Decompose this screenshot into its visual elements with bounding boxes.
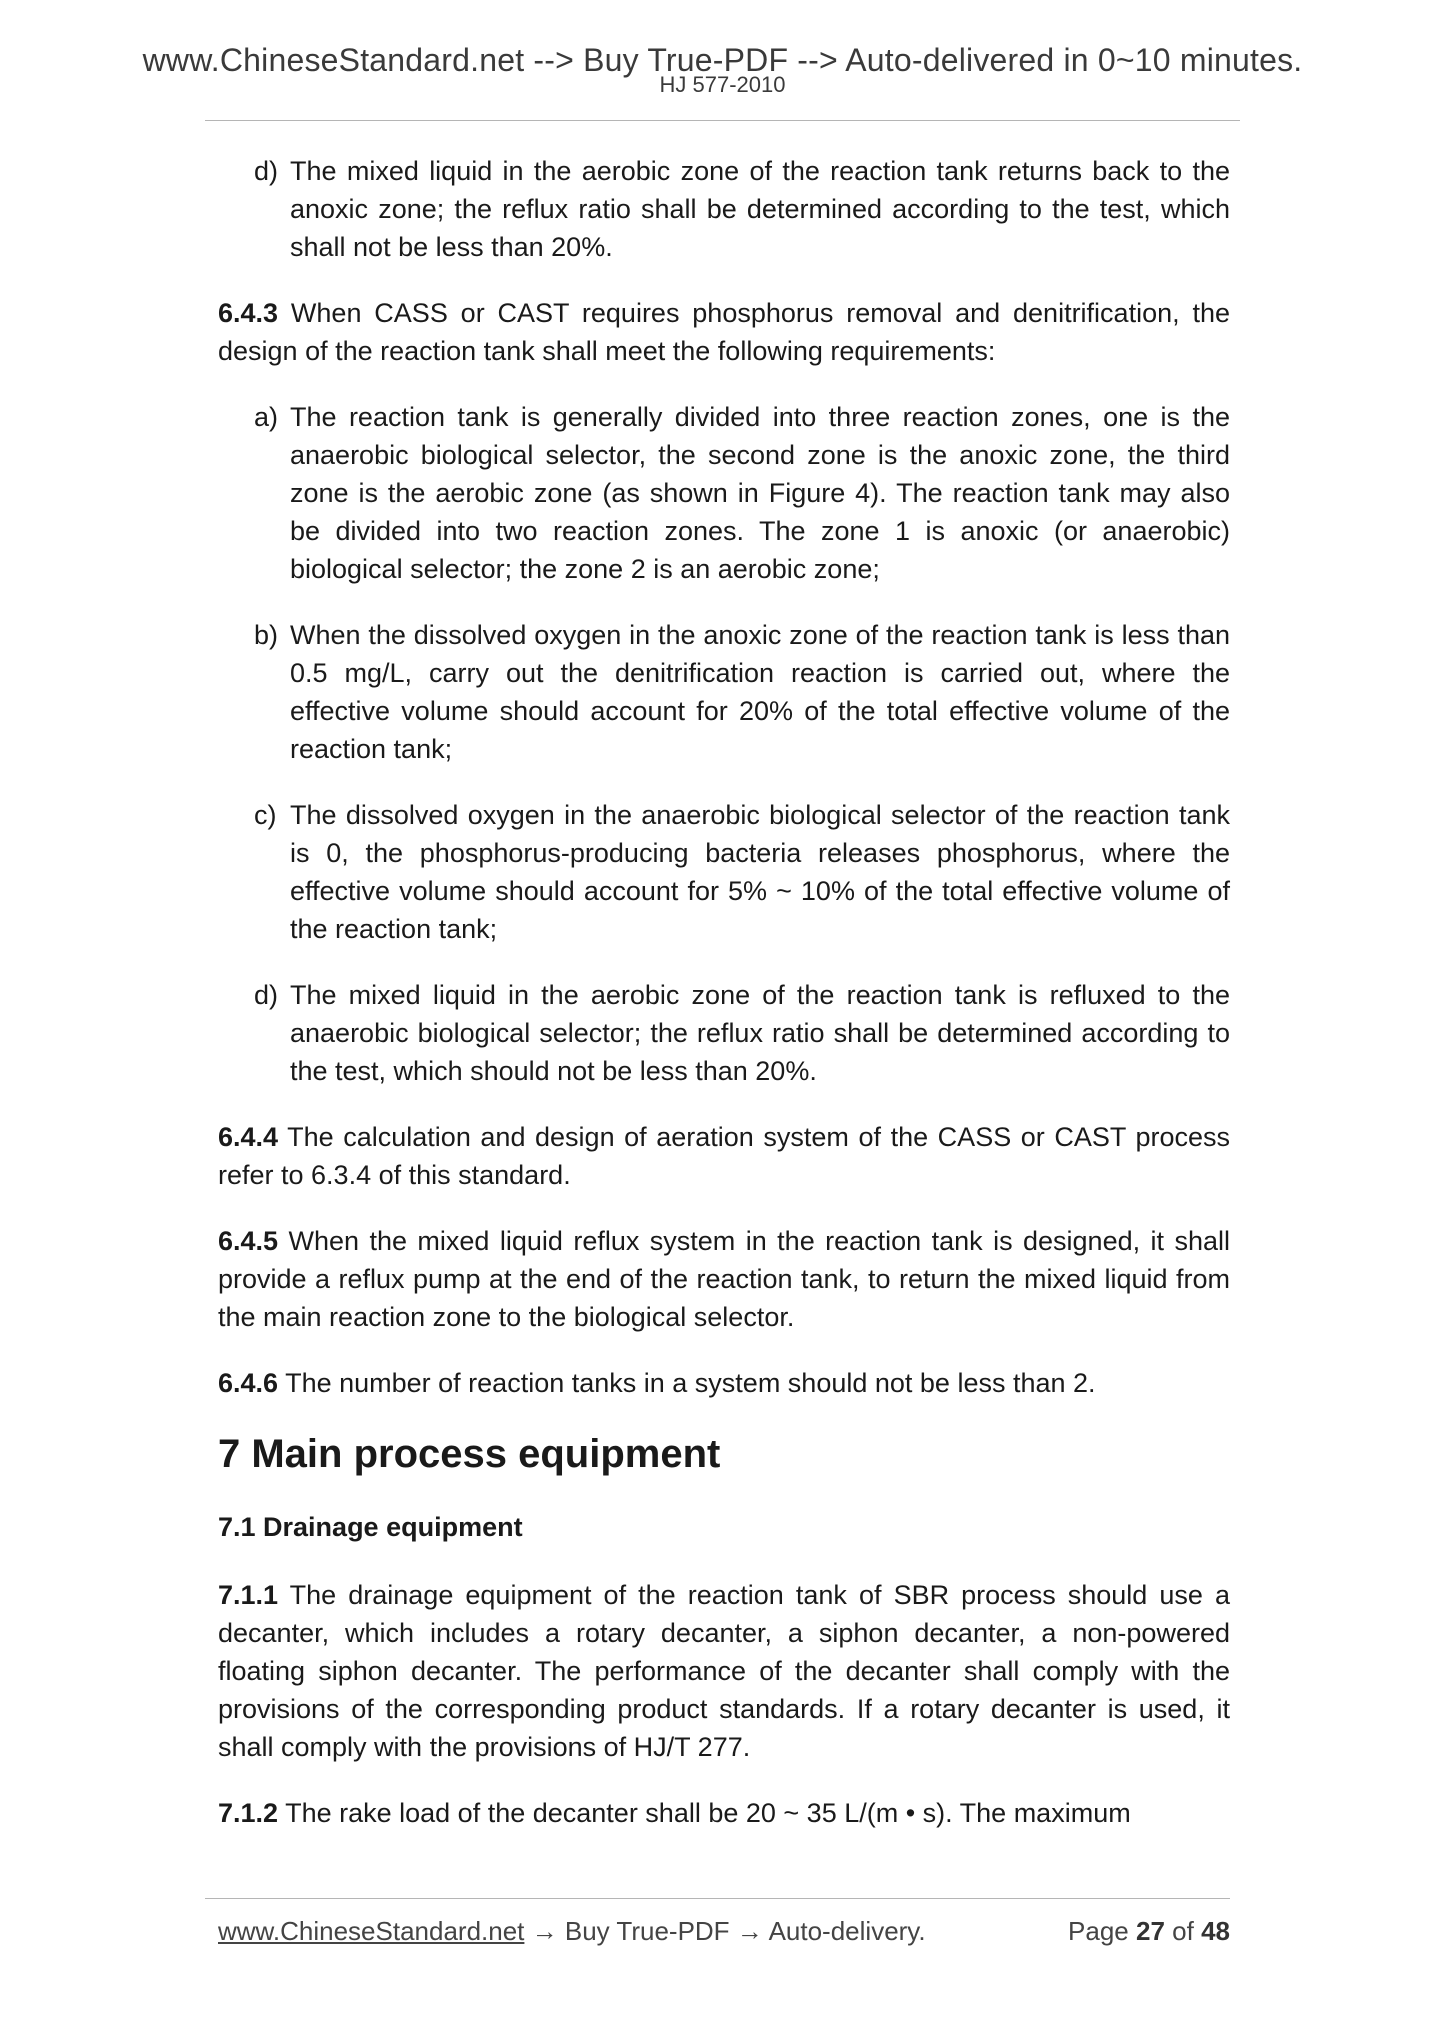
subsection-heading: 7.1 Drainage equipment [218,1512,523,1542]
page-number: 27 [1136,1916,1165,1946]
list-item-text: The mixed liquid in the aerobic zone of the reaction tank is refluxed to the anaerobic biological selector; the reflux ratio shall be determined according to the test, which should not be less than 20%. [290,980,1230,1086]
list-item [218,796,1230,948]
list-item [218,616,1230,768]
site-banner: www.ChineseStandard.net --> Buy True-PDF --> Auto-delivered in 0~10 minutes. [142,42,1303,78]
list-item-label: c) [254,800,277,830]
clause-6-4-5 [218,1222,1230,1336]
site-link[interactable]: www.ChineseStandard.net [218,1916,525,1946]
page-footer [218,1914,1230,1948]
clause-text: The calculation and design of aeration system of the CASS or CAST process refer to 6.3.4 of this standard. [218,1122,1230,1190]
list-item-label: a) [254,402,279,432]
list-item-text: The mixed liquid in the aerobic zone of the reaction tank returns back to the anoxic zone; the reflux ratio shall be determined according to the test, which shall not be less than 20%. [290,156,1230,262]
page-word: Page [1068,1916,1129,1946]
list-item-label: d) [254,980,279,1010]
list-item-text: When the dissolved oxygen in the anoxic zone of the reaction tank is less than 0.5 mg/L, carry out the denitrification reaction is carried out, where the effective volume should account for 20% of the total effective volume of the reaction tank; [290,620,1230,764]
clause-number: 6.4.5 [218,1226,279,1256]
clause-7-1-1 [218,1576,1230,1766]
of-word: of [1172,1916,1194,1946]
clause-6-4-3 [218,294,1230,370]
page-total: 48 [1201,1916,1230,1946]
clause-6-4-4 [218,1118,1230,1194]
list-item [218,976,1230,1090]
footer-divider [205,1898,1230,1899]
section-heading: 7 Main process equipment [218,1432,721,1476]
list-item-text: The dissolved oxygen in the anaerobic biological selector of the reaction tank is 0, the phosphorus-producing bacteria releases phosphorus, where the effective volume should account for 5% ~ 10% of the total effective volume of the reaction tank; [290,800,1230,944]
list-item-label: d) [254,156,279,186]
list-item-text: The reaction tank is generally divided into three reaction zones, one is the anaerobic biological selector, the second zone is the anoxic zone, the third zone is the aerobic zone (as shown in Figure 4). The reaction tank may also be divided into two reaction zones. The zone 1 is anoxic (or anaerobic) biological selector; the zone 2 is an aerobic zone; [290,402,1230,584]
header-divider [205,120,1240,121]
clause-number: 7.1.2 [218,1798,279,1828]
clause-text: The number of reaction tanks in a system should not be less than 2. [285,1368,1096,1398]
list-item [218,398,1230,588]
clause-text: The rake load of the decanter shall be 20 ~ 35 L/(m • s). The maximum [285,1798,1131,1828]
page-content [218,152,1230,1860]
clause-number: 6.4.6 [218,1368,279,1398]
document-id: HJ 577-2010 [659,72,786,97]
clause-6-4-6 [218,1364,1230,1402]
list-item [218,152,1230,266]
clause-number: 7.1.1 [218,1580,279,1610]
clause-text: When CASS or CAST requires phosphorus removal and denitrification, the design of the reaction tank shall meet the following requirements: [218,298,1230,366]
page-indicator [1068,1914,1230,1948]
clause-number: 6.4.4 [218,1122,279,1152]
clause-7-1-2 [218,1794,1230,1832]
clause-text: When the mixed liquid reflux system in the reaction tank is designed, it shall provide a reflux pump at the end of the reaction tank, to return the mixed liquid from the main reaction zone to the biological selector. [218,1226,1230,1332]
footer-tagline: → Buy True-PDF → Auto-delivery. [524,1916,926,1946]
clause-number: 6.4.3 [218,298,279,328]
list-item-label: b) [254,620,279,650]
clause-text: The drainage equipment of the reaction tank of SBR process should use a decanter, which includes a rotary decanter, a siphon decanter, a non-powered floating siphon decanter. The performance of the decanter shall comply with the provisions of the corresponding product standards. If a rotary decanter is used, it shall comply with the provisions of HJ/T 277. [218,1580,1231,1762]
